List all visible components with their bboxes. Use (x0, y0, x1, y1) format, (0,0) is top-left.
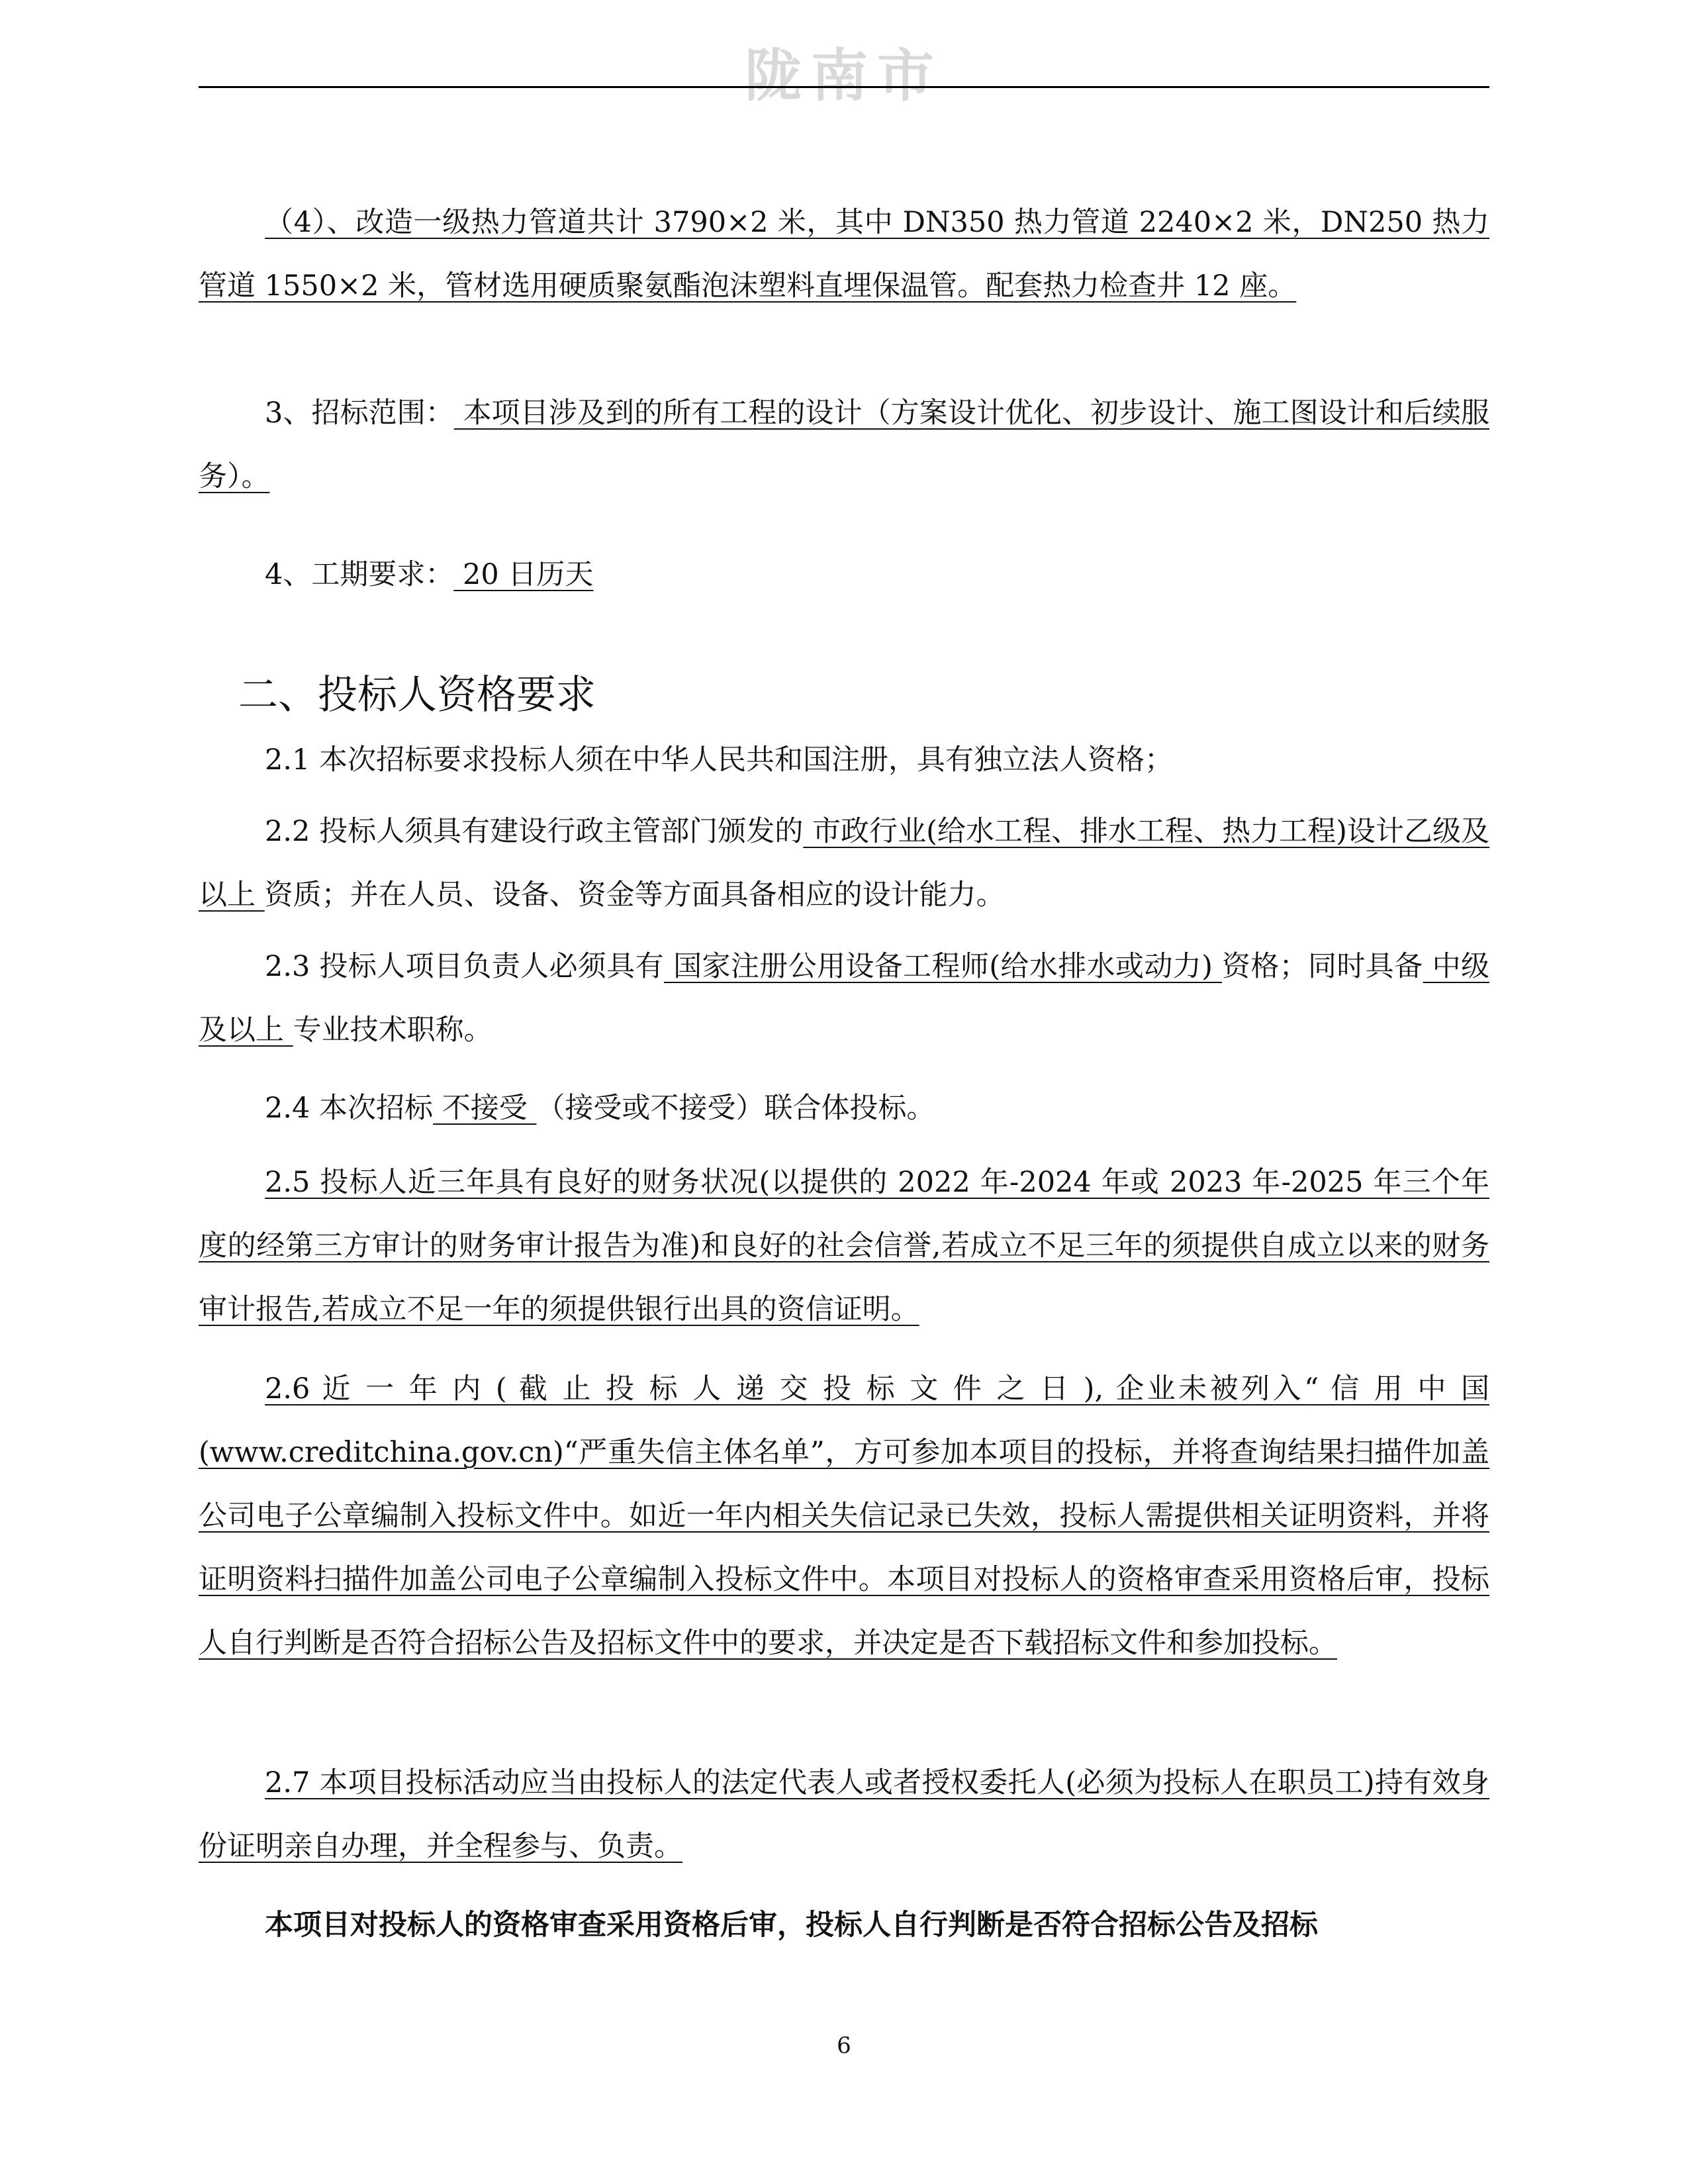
clause-2-2 (199, 800, 1489, 927)
clause-2-3-pre: 2.3 投标人项目负责人必须具有 (265, 950, 665, 983)
clause-2-3-title-level: 中级及以上 (199, 950, 1490, 1047)
clause-2-4-post: （接受或不接受）联合体投标。 (536, 1092, 935, 1125)
closing-statement: 本项目对投标人的资格审查采用资格后审，投标人自行判断是否符合招标公告及招标 (265, 1909, 1318, 1942)
scope-item-3 (199, 381, 1489, 508)
section-heading: 二、投标人资格要求 (238, 672, 596, 718)
duration-item (199, 543, 1489, 606)
scope-item-4 (199, 191, 1489, 318)
clause-2-5-text: 2.5 投标人近三年具有良好的财务状况(以提供的 2022 年-2024 年或 2023 年-2025 年三个年度的经第三方审计的财务审计报告为准)和良好的社会信誉,若成立不足三年的须提供自成立以来的财务审计报告,若成立不足一年的须提供银行出具的资信证明。 (199, 1166, 1489, 1326)
clause-2-7 (199, 1751, 1489, 1878)
clause-2-2-pre: 2.2 投标人须具有建设行政主管部门颁发的 (265, 815, 804, 848)
clause-2-3-certificate: 国家注册公用设备工程师(给水排水或动力) (664, 950, 1222, 983)
duration-value: 20 日历天 (453, 558, 594, 591)
scope-item-4-text: （4）、改造一级热力管道共计 3790×2 米，其中 DN350 热力管道 2240×2 米，DN250 热力管道 1550×2 米，管材选用硬质聚氨酯泡沫塑料直埋保温管。配套热力检查井 12 座。 (199, 206, 1489, 303)
clause-2-2-post: 资质；并在人员、设备、资金等方面具备相应的设计能力。 (264, 878, 1005, 912)
clause-2-3 (199, 935, 1489, 1062)
clause-2-3-mid: 资格；同时具备 (1221, 950, 1423, 983)
clause-2-2-qualification: 市政行业(给水工程、排水工程、热力工程)设计乙级及以上 (199, 815, 1489, 912)
clause-2-6 (199, 1357, 1489, 1675)
clause-2-4-pre: 2.4 本次招标 (265, 1092, 434, 1125)
duration-label: 4、工期要求： (265, 558, 454, 591)
clause-2-4 (199, 1076, 1489, 1140)
header-watermark: 陇南市 (745, 42, 943, 109)
clause-2-3-post: 专业技术职称。 (293, 1014, 492, 1047)
scope-item-3-value: 本项目涉及到的所有工程的设计（方案设计优化、初步设计、施工图设计和后续服务）。 (199, 397, 1489, 493)
clause-2-4-choice: 不接受 (433, 1092, 537, 1125)
clause-2-5 (199, 1151, 1489, 1341)
page-number: 6 (837, 2032, 851, 2059)
clause-2-6-body: “ 信 用 中 国(www.creditchina.gov.cn)“严重失信主体名单”，方可参加本项目的投标，并将查询结果扫描件加盖公司电子公章编制入投标文件中。如近一年内相关失信记录已失效，投标人需提供相关证明资料，并将证明资料扫描件加盖公司电子公章编制入投标文件中。本项目对投标人的资格审查采用资格后审，投标人自行判断是否符合招标公告及招标文件中的要求，并决定是否下载招标文件和参加投标。 (199, 1372, 1489, 1660)
clause-2-6-pre: 2.6 近 一 年 内 ( 截 止 投 标 人 递 交 投 标 文 件 之 日 ), 企业未被列入 (265, 1372, 1305, 1405)
clause-2-1: 2.1 本次招标要求投标人须在中华人民共和国注册，具有独立法人资格； (265, 743, 1174, 777)
clause-2-7-text: 2.7 本项目投标活动应当由投标人的法定代表人或者授权委托人(必须为投标人在职员工)持有效身份证明亲自办理，并全程参与、负责。 (199, 1766, 1489, 1863)
scope-item-3-label: 3、招标范围： (265, 397, 454, 430)
header-rule (199, 86, 1489, 88)
